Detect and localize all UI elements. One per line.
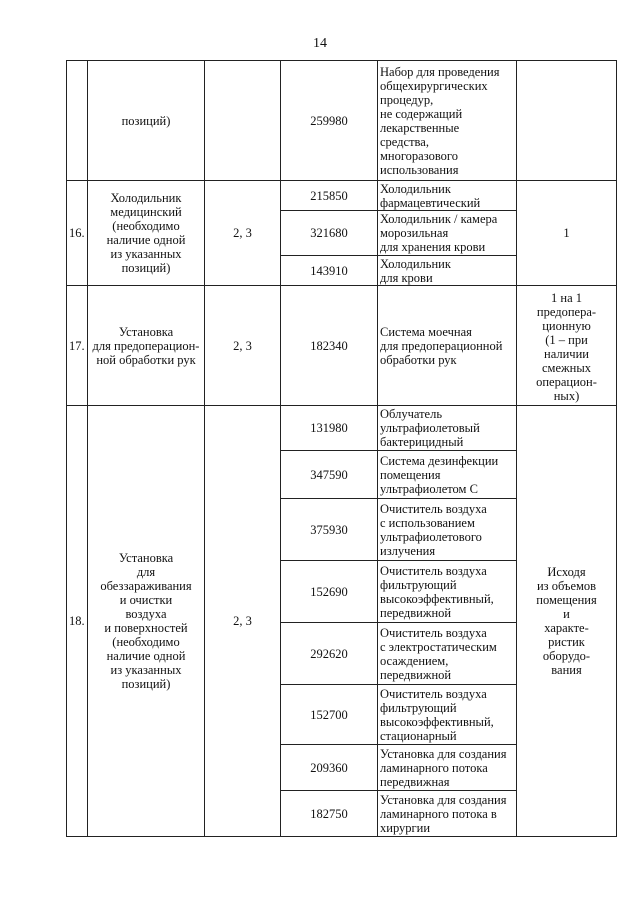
item-kind: Очиститель воздуха с электростатическим осаждением, передвижной: [378, 623, 517, 685]
equipment-classes: 2, 3: [205, 406, 281, 837]
row-number: 18.: [67, 406, 88, 837]
item-kind: Холодильник для крови: [378, 256, 517, 286]
row-number: [67, 61, 88, 181]
table-row: [67, 286, 617, 406]
item-code: 152700: [281, 685, 378, 745]
equipment-classes: 2, 3: [205, 181, 281, 286]
item-kind: Система моечная для предоперационной обработки рук: [378, 286, 517, 406]
table-row: [67, 406, 617, 451]
item-kind: Установка для создания ламинарного потока передвижная: [378, 745, 517, 791]
item-code: 131980: [281, 406, 378, 451]
table-row: [67, 61, 617, 181]
item-code: 215850: [281, 181, 378, 211]
item-code: 292620: [281, 623, 378, 685]
item-kind: Очиститель воздуха фильтрующий высокоэффективный, стационарный: [378, 685, 517, 745]
item-kind: Очиститель воздуха фильтрующий высокоэффективный, передвижной: [378, 561, 517, 623]
item-code: 152690: [281, 561, 378, 623]
page-number: 14: [313, 36, 327, 51]
equipment-name: Установка для обеззараживания и очистки воздуха и поверхностей (необходимо наличие одной из указанных позиций): [88, 406, 205, 837]
row-number: 17.: [67, 286, 88, 406]
equipment-quantity: Исходя из объемов помещения и характе- ристик оборудо- вания: [517, 406, 617, 837]
item-code: 347590: [281, 451, 378, 499]
equipment-quantity: [517, 61, 617, 181]
item-code: 375930: [281, 499, 378, 561]
equipment-name: Холодильник медицинский (необходимо наличие одной из указанных позиций): [88, 181, 205, 286]
equipment-quantity: 1: [517, 181, 617, 286]
item-kind: Очиститель воздуха с использованием ультрафиолетового излучения: [378, 499, 517, 561]
equipment-classes: 2, 3: [205, 286, 281, 406]
item-code: 209360: [281, 745, 378, 791]
item-kind: Установка для создания ламинарного потока в хирургии: [378, 791, 517, 837]
item-code: 182750: [281, 791, 378, 837]
equipment-name: позиций): [88, 61, 205, 181]
item-kind: Холодильник фармацевтический: [378, 181, 517, 211]
item-kind: Облучатель ультрафиолетовый бактерицидный: [378, 406, 517, 451]
item-kind: Холодильник / камера морозильная для хранения крови: [378, 211, 517, 256]
item-kind: Набор для проведения общехирургических процедур, не содержащий лекарственные средства, многоразового использования: [378, 61, 517, 181]
item-code: 143910: [281, 256, 378, 286]
equipment-table: [66, 60, 617, 837]
item-code: 259980: [281, 61, 378, 181]
table-row: [67, 181, 617, 211]
equipment-name: Установка для предоперацион- ной обработки рук: [88, 286, 205, 406]
equipment-classes: [205, 61, 281, 181]
item-kind: Система дезинфекции помещения ультрафиолетом С: [378, 451, 517, 499]
row-number: 16.: [67, 181, 88, 286]
equipment-quantity: 1 на 1 предопера- ционную (1 – при наличии смежных операцион- ных): [517, 286, 617, 406]
item-code: 321680: [281, 211, 378, 256]
item-code: 182340: [281, 286, 378, 406]
